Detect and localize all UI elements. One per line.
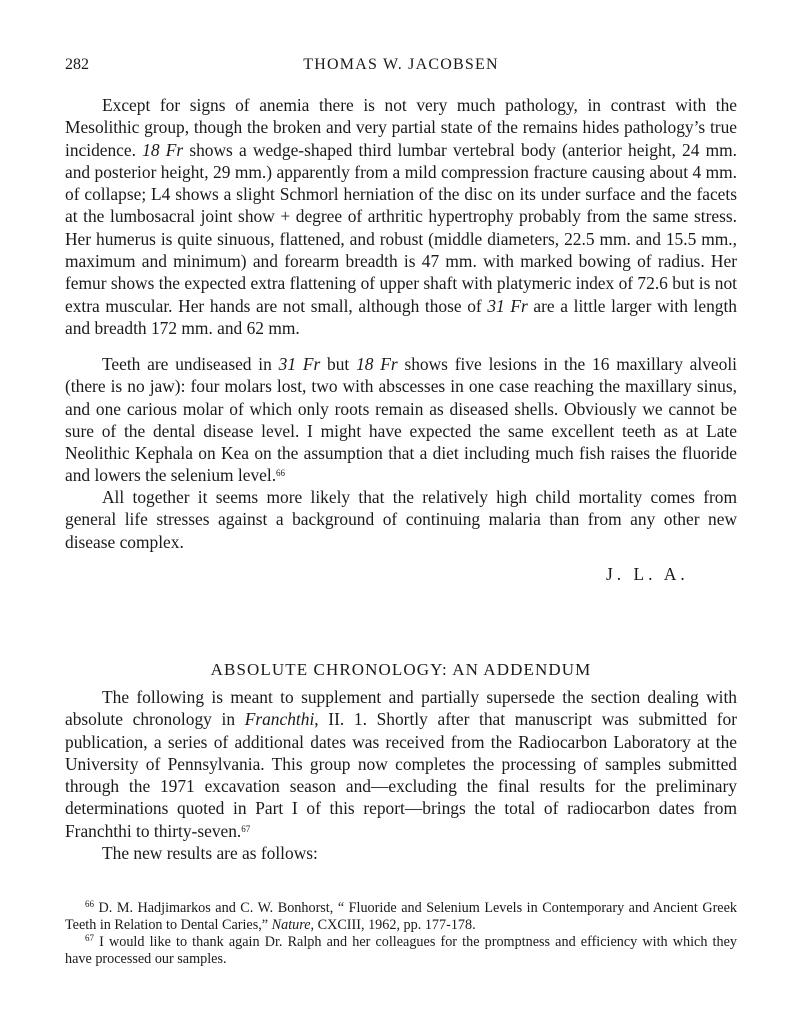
paragraph-text: [65, 353, 737, 487]
footnote-ref: 66: [276, 468, 286, 479]
italic-run: 18 Fr: [142, 139, 184, 160]
italic-run: 18 Fr: [356, 354, 398, 374]
paragraph-text: [65, 94, 737, 339]
text-run: I would like to thank again Dr. Ralph and her colleagues for the promptness and efficiency with which they have processed our samples.: [65, 934, 737, 967]
text-run: , II. 1. Shortly after that manuscript was submitted for publication, a series of additional dates was received from the Radiocarbon Laboratory at the University of Pennsylvania. This group now completes the processing of samples submitted through the 1971 excavation season and—excluding the final results for the preliminary determinations quoted in Part I of this report—brings the total of radiocarbon dates from Franchthi to thirty-seven.: [65, 709, 737, 841]
page-number: 282: [65, 56, 89, 73]
footnote-67: [65, 934, 737, 968]
text-run: All together it seems more likely that the relatively high child mortality comes from general life stresses against a background of continuing malaria than from any other new disease complex.: [65, 487, 737, 552]
footnote-ref: 67: [241, 823, 251, 834]
paragraph-pathology: [65, 94, 737, 339]
running-title: THOMAS W. JACOBSEN: [303, 56, 499, 73]
paragraph-results-intro: [65, 842, 737, 864]
text-run: The new results are as follows:: [102, 843, 318, 863]
footnote-66: [65, 900, 737, 934]
paragraph-text: [65, 486, 737, 553]
italic-run: Nature: [271, 917, 311, 933]
text-run: Teeth are undiseased in: [102, 354, 279, 374]
paragraph-chronology: [65, 686, 737, 842]
text-run: D. M. Hadjimarkos and C. W. Bonhorst, “ Fluoride and Selenium Levels in Contemporary and Ancient Greek Teeth in Relation to Dental Caries,”: [65, 900, 737, 933]
journal-page: [65, 0, 737, 1024]
paragraph-conclusion: [65, 486, 737, 553]
text-run: Except for signs of anemia there is not very much pathology, in contrast with the Mesolithic group, though the broken and very partial state of the remains hides pathology’s true incidence.: [65, 95, 737, 160]
paragraph-text: [65, 842, 737, 864]
text-run: shows a wedge-shaped third lumbar vertebral body (anterior height, 24 mm. and posterior height, 29 mm.) apparently from a mild compression fracture causing about 4 mm. of collapse; L4 shows a slight Schmorl herniation of the disc on its under surface and the facets at the lumbosacral joint show + degree of arthritic hypertrophy probably from the same stress. Her humerus is quite sinuous, flattened, and robust (middle diameters, 22.5 mm. and 15.5 mm., maximum and minimum) and forearm breadth is 47 mm. with marked bowing of radius. Her femur shows the expected extra flattening of upper shaft with platymeric index of 72.6 but is not extra muscular. Her hands are not small, although those of: [65, 139, 737, 316]
author-signature: J. L. A.: [606, 564, 689, 584]
text-run: The following is meant to supplement and partially supersede the section dealing with absolute chronology in: [65, 687, 737, 730]
footnote-ref: 66: [85, 899, 94, 909]
text-run: , CXCIII, 1962, pp. 177-178.: [310, 917, 476, 933]
text-run: are a little larger with length and breadth 172 mm. and 62 mm.: [65, 295, 737, 338]
section-heading: ABSOLUTE CHRONOLOGY: AN ADDENDUM: [210, 660, 592, 679]
page-header: [65, 56, 737, 80]
italic-run: 31 Fr: [278, 354, 321, 374]
italic-run: 31 Fr: [487, 295, 528, 316]
text-run: shows five lesions in the 16 maxillary alveoli (there is no jaw): four molars lost, two with abscesses in one case reaching the maxillary sinus, and one carious molar of which only roots remain as diseased shells. Obviously we cannot be sure of the dental disease level. I might have expected the same excellent teeth as at Late Neolithic Kephala on Kea on the assumption that a diet including much fish raises the fluoride and lowers the selenium level.: [65, 354, 738, 486]
footnote-ref: 67: [85, 933, 94, 943]
footnotes: [65, 900, 737, 968]
paragraph-text: [65, 686, 737, 842]
italic-run: Franchthi: [244, 709, 315, 730]
paragraph-teeth: [65, 353, 737, 487]
text-run: but: [320, 354, 357, 374]
